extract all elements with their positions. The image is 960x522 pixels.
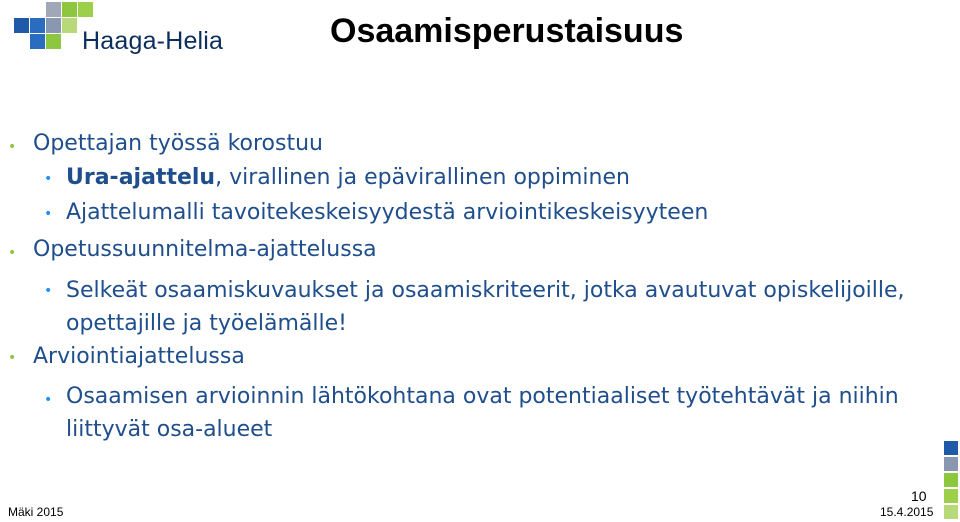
page-number: 10: [911, 488, 927, 504]
bullet-blue: •: [44, 283, 53, 299]
bullet-level2: Osaamisen arvioinnin lähtökohtana ovat potentiaaliset työtehtävät ja niihin: [66, 384, 899, 409]
bullet-level2: Ajattelumalli tavoitekeskeisyydestä arviointikeskeisyyteen: [66, 200, 709, 225]
decor-square: [944, 441, 958, 455]
bullet-blue: •: [44, 171, 53, 187]
logo-text: Haaga-Helia: [82, 27, 224, 55]
logo-square: [30, 34, 45, 49]
decor-square: [944, 473, 958, 487]
decor-square: [944, 505, 958, 519]
footer-date: 15.4.2015: [880, 505, 934, 519]
slide-title: Osaamisperustaisuus: [330, 12, 684, 50]
bullet-level2: Selkeät osaamiskuvaukset ja osaamiskriteerit, jotka avautuvat opiskelijoille,: [66, 278, 905, 303]
bullet-level2-continued: liittyvät osa-alueet: [66, 417, 273, 442]
bullet-text: , virallinen ja epävirallinen oppiminen: [215, 165, 630, 190]
bullet-level2-continued: opettajille ja työelämälle!: [66, 311, 347, 336]
bullet-level1: Opetussuunnitelma-ajattelussa: [33, 237, 377, 262]
logo-square: [46, 2, 61, 17]
bullet-green: •: [8, 245, 17, 261]
logo-square: [14, 18, 29, 33]
decor-square: [944, 489, 958, 503]
bullet-blue: •: [44, 206, 53, 222]
logo-square: [30, 18, 45, 33]
logo-square: [78, 2, 93, 17]
bullet-level1: Opettajan työssä korostuu: [33, 131, 323, 156]
logo-square: [46, 18, 61, 33]
bullet-green: •: [8, 139, 17, 155]
haaga-helia-logo: [8, 2, 248, 54]
logo-square: [62, 18, 77, 33]
bullet-level2: [66, 165, 630, 190]
decor-square: [944, 457, 958, 471]
bullet-green: •: [8, 350, 17, 366]
logo-square: [46, 34, 61, 49]
footer-author: Mäki 2015: [8, 505, 64, 519]
logo-square: [62, 2, 77, 17]
bold-term: Ura-ajattelu: [66, 165, 216, 190]
bullet-blue: •: [44, 392, 53, 408]
bullet-level1: Arviointiajattelussa: [33, 344, 245, 369]
